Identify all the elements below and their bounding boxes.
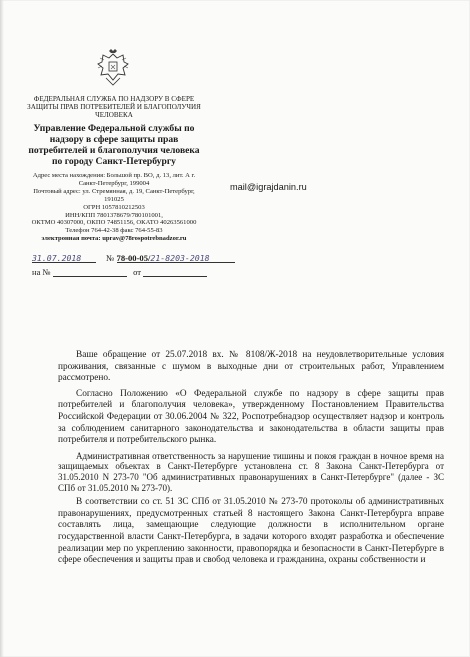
agency-name: ФЕДЕРАЛЬНАЯ СЛУЖБА ПО НАДЗОРУ В СФЕРЕ ЗАЩИТЫ ПРАВ ПОТРЕБИТЕЛЕЙ И БЛАГОПОЛУЧИЯ ЧЕЛОВЕКА	[27, 95, 201, 120]
postal-address: Почтовый адрес: ул. Стремянная, д. 19, Санкт-Петербург, 191025	[33, 187, 195, 203]
paragraph-appeal: Ваше обращение от 25.07.2018 вх. № 8108/Ж-2018 на неудовлетворительные условия проживания, связанные с шумом в выходные дни от строительных работ, Управлением рассмотрено.	[58, 350, 444, 384]
registration-number-handwritten: 21-8203-2018	[150, 253, 210, 263]
paragraph-protocols: В соответствии со ст. 51 ЗС СПб от 31.05.2010 № 273-70 протоколы об административных правонарушениях, предусмотренных статьей 8 настоящего Закона Санкт-Петербурга вправе составлять лица, замещающие следующие должности в исполнительном органе государственной власти Санкт-Петербурга, в задачи которого входят разработка и обеспечение реализации мер по укреплению законности, правопорядка и безопасности в Санкт-Петербурге в сфере обеспечения и защиты прав и свобод человека и гражданина, охраны собственности и	[58, 497, 444, 566]
registration-number-field	[117, 253, 235, 263]
reference-label: на №	[32, 267, 51, 277]
phone-fax: Телефон 764-42-38 факс 764-55-83	[65, 227, 163, 235]
reference-from-label: от	[133, 267, 142, 277]
recipient-email: mail@igrajdanin.ru	[230, 182, 307, 192]
location-address: Адрес места нахождения: Большой пр. ВО, д. 13, лит. А г. Санкт-Петербург, 199004	[32, 172, 196, 187]
reference-line	[32, 267, 207, 277]
registration-line	[32, 253, 235, 263]
scan-edge-shadow	[0, 0, 4, 657]
ogrn: ОГРН 1057810212503	[83, 203, 145, 211]
inn-kpp: ИНН/КПП 7801378679/780101001,	[65, 211, 163, 219]
reference-date-field	[143, 267, 207, 277]
state-emblem-icon	[96, 48, 130, 88]
paragraph-liability: Административная ответственность за нарушение тишины и покоя граждан в ночное время на защищаемых объектах в Санкт-Петербурге установлена ст. 8 Закона Санкт-Петербурга от 31.05.2010 N 273-70 "Об административных правонарушениях в Санкт-Петербурге" (далее - ЗС СПб от 31.05.2010 № 273-70).	[58, 450, 444, 493]
number-label: №	[106, 253, 115, 263]
registration-date: 31.07.2018	[32, 253, 96, 263]
department-name: Управление Федеральной службы по надзору в сфере защиты прав потребителей и благополучия человека по городу Санкт-Петербургу	[28, 123, 200, 167]
reference-number-field	[53, 267, 127, 277]
registration-number-prefix: 78-00-05/	[116, 253, 151, 263]
statistical-codes: ОКТМО 40307000, ОКПО 74851156, ОКАТО 40263561000	[31, 219, 197, 227]
agency-email: электронная почта: uprav@78rospotrebnadzor.ru	[41, 235, 187, 243]
paragraph-regulation: Согласно Положению «О Федеральной службе по надзору в сфере защиты прав потребителей и благополучия человека», утвержденному Постановлением Правительства Российской Федерации от 30.06.2004 № 322, Роспотребнадзор осуществляет надзор и контроль за соблюдением санитарного законодательства и законодательства в области защиты прав потребителя и потребительского рынка.	[58, 388, 444, 446]
letterhead-contacts	[26, 172, 202, 243]
letter-body	[58, 350, 444, 571]
